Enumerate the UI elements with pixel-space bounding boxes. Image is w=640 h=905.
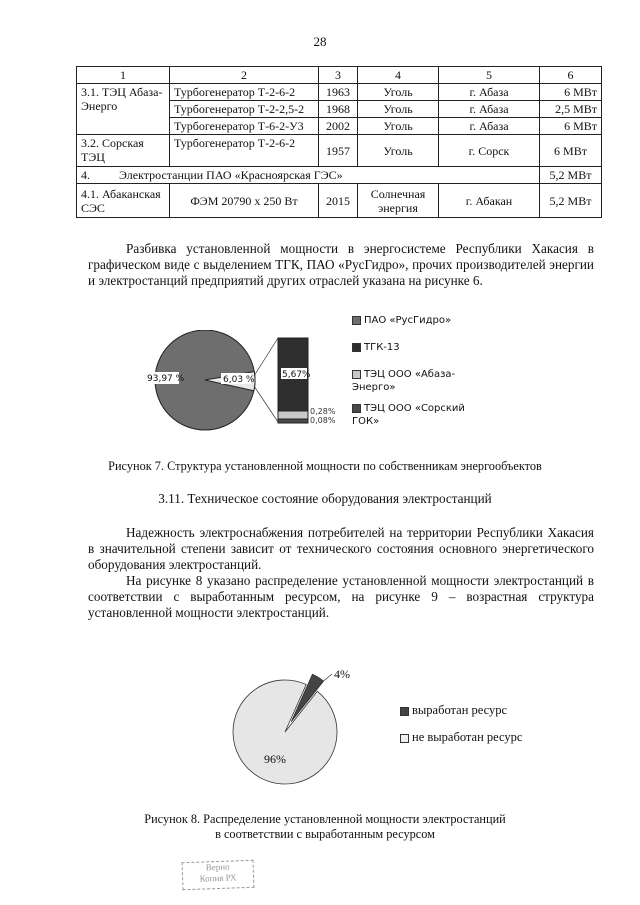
figure8-caption-line2: в соответствии с выработанным ресурсом: [215, 827, 435, 841]
table-header-cell: 2: [170, 67, 319, 84]
legend-item: [352, 402, 472, 428]
table-row: [77, 184, 602, 218]
legend-label: ПАО «РусГидро»: [364, 315, 452, 326]
power-cell: 2,5 МВт: [540, 101, 602, 118]
paragraph-figure-refs: На рисунке 8 указано распределение установленной мощности электростанций в соответствии с выработанным ресурсом, на рисунке 9 – возрастная структура установленной мощности электростанций.: [88, 573, 594, 620]
location-cell: г. Абакан: [439, 184, 540, 218]
plant-name-cell: 3.1. ТЭЦ Абаза-Энерго: [77, 84, 170, 135]
bar-segment-sorsk: [278, 419, 308, 423]
bar-segment-abaza: [278, 411, 308, 419]
legend-label: ТЭЦ ООО «Сорский ГОК»: [352, 403, 465, 427]
legend-swatch: [352, 343, 361, 352]
fuel-cell: Уголь: [358, 135, 439, 167]
equipment-cell: Турбогенератор Т-2-6-2: [170, 84, 319, 101]
equipment-cell: Турбогенератор Т-2-2,5-2: [170, 101, 319, 118]
legend-swatch: [400, 734, 409, 743]
fuel-cell: Уголь: [358, 118, 439, 135]
legend-item: [352, 368, 472, 394]
legend-item: [352, 341, 472, 354]
legend-swatch: [400, 707, 409, 716]
location-cell: г. Абаза: [439, 101, 540, 118]
legend-label: выработан ресурс: [412, 703, 508, 717]
pie-value-label-resource-left: 96%: [264, 752, 286, 766]
figure8-legend: [400, 703, 530, 745]
power-cell: 5,2 МВт: [540, 167, 602, 184]
table-row: [77, 135, 602, 167]
pie-label-others: 6,03 %: [223, 375, 255, 385]
section-name: Электростанции ПАО «Красноярская ГЭС»: [119, 168, 343, 182]
fuel-cell: Уголь: [358, 101, 439, 118]
year-cell: 1963: [319, 84, 358, 101]
section-cell: [77, 167, 540, 184]
legend-item: [352, 314, 472, 327]
figure8-pie: [233, 674, 337, 784]
year-cell: 1968: [319, 101, 358, 118]
legend-label: ТГК-13: [364, 342, 400, 353]
location-cell: г. Сорск: [439, 135, 540, 167]
year-cell: 2015: [319, 184, 358, 218]
stamp: [182, 860, 255, 890]
table-header-cell: 1: [77, 67, 170, 84]
table-header-cell: 6: [540, 67, 602, 84]
year-cell: 1957: [319, 135, 358, 167]
pie-label-main: 93,97 %: [147, 374, 185, 384]
pie-slice-resource-left: [233, 680, 337, 784]
table-header-row: [77, 67, 602, 84]
table-header-cell: 5: [439, 67, 540, 84]
figure8-chart: [200, 660, 380, 785]
connector-line: [254, 386, 278, 422]
fuel-cell: Солнечная энергия: [358, 184, 439, 218]
power-cell: 6 МВт: [540, 135, 602, 167]
stamp-line: Верно: [205, 861, 230, 873]
legend-swatch: [352, 316, 361, 325]
figure8-caption: [60, 812, 590, 842]
figure7-caption: Рисунок 7. Структура установленной мощности по собственникам энергообъектов: [108, 459, 542, 473]
power-cell: 5,2 МВт: [540, 184, 602, 218]
bar-label-sorsk: 0,08%: [310, 416, 336, 425]
legend-swatch: [352, 370, 361, 379]
equipment-cell: Турбогенератор Т-2-6-2: [170, 135, 319, 167]
table-header-cell: 4: [358, 67, 439, 84]
connector-line: [254, 338, 278, 376]
legend-label: не выработан ресурс: [412, 730, 523, 744]
pie-leader-line: [320, 674, 332, 684]
equipment-cell: ФЭМ 20790 х 250 Вт: [170, 184, 319, 218]
power-cell: 6 МВт: [540, 118, 602, 135]
plant-name-cell: 3.2. Сорская ТЭЦ: [77, 135, 170, 167]
pie-value-label-resource-used: 4%: [334, 667, 350, 681]
legend-label: ТЭЦ ООО «Абаза-Энерго»: [352, 369, 456, 393]
legend-item: [400, 730, 530, 745]
location-cell: г. Абаза: [439, 118, 540, 135]
equipment-cell: Турбогенератор Т-6-2-У3: [170, 118, 319, 135]
figure7-legend: [352, 314, 472, 428]
figure7-chart: [140, 330, 340, 432]
year-cell: 2002: [319, 118, 358, 135]
bar-label-abaza: 0,28%: [310, 407, 336, 416]
table-section-row: [77, 167, 602, 184]
paragraph-reliability: Надежность электроснабжения потребителей на территории Республики Хакасия в значительной степени зависит от технического состояния основного энергетического оборудования электростанций.: [88, 525, 594, 572]
paragraph-capacity-breakdown: Разбивка установленной мощности в энергосистеме Республики Хакасия в графическом виде с выделением ТГК, ПАО «РусГидро», прочих производителей энергии и электростанций предприятий других отраслей указана на рисунке 6.: [88, 241, 594, 288]
page-number: 28: [313, 34, 327, 49]
table-row: [77, 84, 602, 101]
legend-item: [400, 703, 530, 718]
power-cell: 6 МВт: [540, 84, 602, 101]
stamp-line: Копия РХ: [199, 872, 237, 884]
section-number: 4.: [81, 168, 90, 182]
location-cell: г. Абаза: [439, 84, 540, 101]
bar-label-tgk: 5,67%: [282, 370, 311, 380]
figure8-caption-line1: Рисунок 8. Распределение установленной мощности электростанций: [144, 812, 506, 826]
plant-name-cell: 4.1. Абаканская СЭС: [77, 184, 170, 218]
table-header-cell: 3: [319, 67, 358, 84]
legend-swatch: [352, 404, 361, 413]
fuel-cell: Уголь: [358, 84, 439, 101]
section-heading: 3.11. Техническое состояние оборудования электростанций: [158, 491, 492, 506]
power-plant-table: [76, 66, 602, 218]
